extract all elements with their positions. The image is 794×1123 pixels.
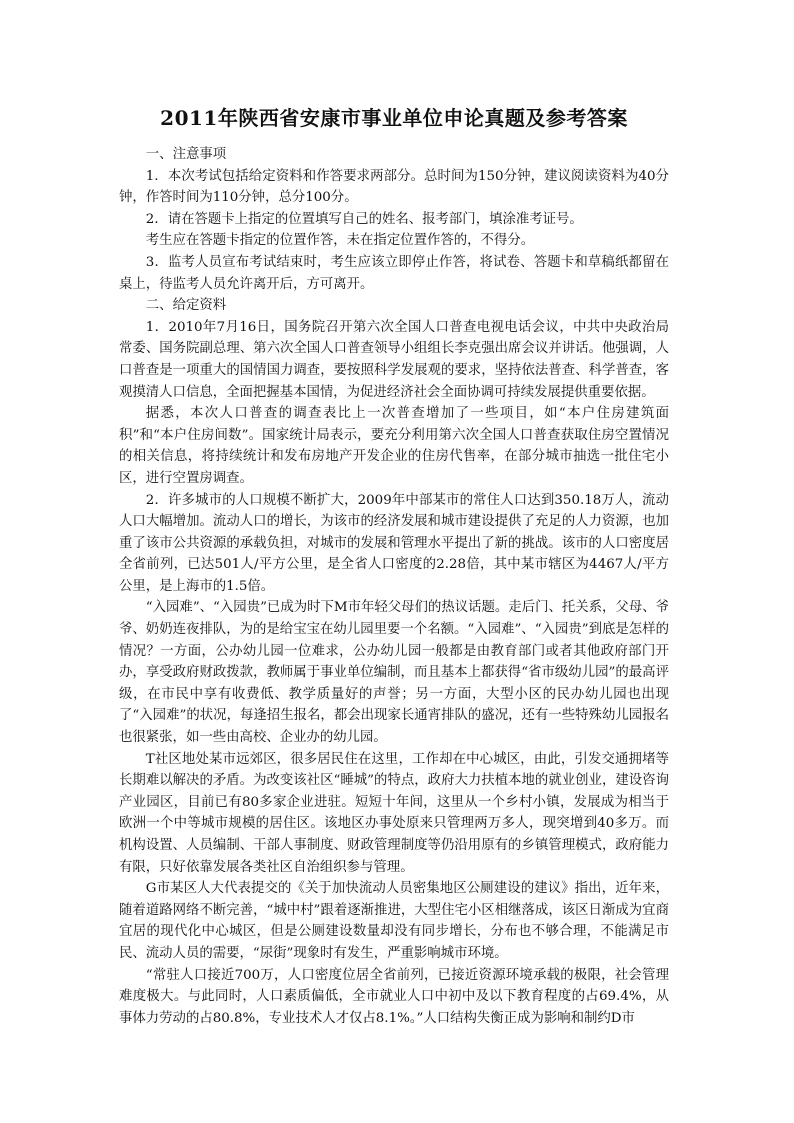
- paragraph: 2．请在答题卡上指定的位置填写自己的姓名、报考部门，填涂准考证号。: [145, 211, 583, 227]
- paragraph: 3．监考人员宣布考试结束时，考生应该立即停止作答，将试卷、答题卡和草稿纸都留在桌上，待监考人员允许离开后，方可离开。: [119, 254, 669, 292]
- paragraph: 据悉，本次人口普查的调查表比上一次普查增加了一些项目，如“本户住房建筑面积”和“本户住房间数”。国家统计局表示，要充分利用第六次全国人口普查获取住房空置情况的相关信息，将持续统计和发布房地产开发企业的住房代售率，在部分城市抽选一批住宅小区，进行空置房调查。: [119, 406, 669, 486]
- document-body: [119, 144, 669, 1029]
- document-title: 2011年陕西省安康市事业单位申论真题及参考答案: [160, 106, 628, 130]
- paragraph: 二、给定资料: [145, 298, 227, 314]
- paragraph: 考生应在答题卡指定的位置作答，未在指定位置作答的，不得分。: [145, 233, 535, 249]
- paragraph: T社区地处某市远郊区，很多居民住在这里，工作却在中心城区，由此，引发交通拥堵等长期难以解决的矛盾。为改变该社区“睡城”的特点，政府大力扶植本地的就业创业，建设咨询产业园区，目前已有80多家企业进驻。短短十年间，这里从一个乡村小镇，发展成为相当于欧洲一个中等城市规模的居住区。该地区办事处原来只管理两万多人，现突增到40多万。而机构设置、人员编制、干部人事制度、财政管理制度等仍沿用原有的乡镇管理模式，政府能力有限，只好依靠发展各类社区自治组织参与管理。: [119, 751, 669, 875]
- paragraph: 1．本次考试包括给定资料和作答要求两部分。总时间为150分钟，建议阅读资料为40分钟，作答时间为110分钟，总分100分。: [119, 168, 669, 206]
- paragraph: “入园难”、“入园贵”已成为时下M市年轻父母们的热议话题。走后门、托关系，父母、爷爷、奶奶连夜排队，为的是给宝宝在幼儿园里要一个名额。“入园难”、“入园贵”到底是怎样的情况？一方面，公办幼儿园一位难求，公办幼儿园一般都是由教育部门或者其他政府部门开办，享受政府财政拨款，教师属于事业单位编制，而且基本上都获得“省市级幼儿园”的最高评级，在市民中享有收费低、教学质量好的声誉；另一方面，大型小区的民办幼儿园也出现了“入园难”的状况，每逢招生报名，都会出现家长通宵排队的盛况，还有一些特殊幼儿园报名也很紧张，如一些由高校、企业办的幼儿园。: [119, 600, 669, 746]
- paragraph: G市某区人大代表提交的《关于加快流动人员密集地区公厕建设的建议》指出，近年来，随着道路网络不断完善，“城中村”跟着逐渐推进，大型住宅小区相继落成，该区日渐成为宜商宜居的现代化中心城区，但是公厕建设数量却没有同步增长，分布也不够合理，不能满足市民、流动人员的需要，“尿街”现象时有发生，严重影响城市环境。: [119, 881, 669, 961]
- paragraph: 1．2010年7月16日，国务院召开第六次全国人口普查电视电话会议，中共中央政治局常委、国务院副总理、第六次全国人口普查领导小组组长李克强出席会议并讲话。他强调，人口普查是一项重大的国情国力调查，要按照科学发展观的要求，坚持依法普查、科学普查，客观摸清人口信息，全面把握基本国情，为促进经济社会全面协调可持续发展提供重要依据。: [119, 319, 669, 400]
- paragraph: 2．许多城市的人口规模不断扩大，2009年中部某市的常住人口达到350.18万人，流动人口大幅增加。流动人口的增长，为该市的经济发展和城市建设提供了充足的人力资源，也加重了该市公共资源的承载负担，对城市的发展和管理水平提出了新的挑战。该市的人口密度居全省前列，已达501人/平方公里，是全省人口密度的2.28倍，其中某市辖区为4467人/平方公里，是上海市的1.5倍。: [119, 492, 669, 594]
- paragraph: 一、注意事项: [145, 147, 227, 162]
- paragraph: “常驻人口接近700万，人口密度位居全省前列，已接近资源环境承载的极限，社会管理难度极大。与此同时，人口素质偏低，全市就业人口中初中及以下教育程度的占69.4%，从事体力劳动的占80.8%，专业技术人才仅占8.1%。”人口结构失衡正成为影响和制约D市: [119, 967, 669, 1026]
